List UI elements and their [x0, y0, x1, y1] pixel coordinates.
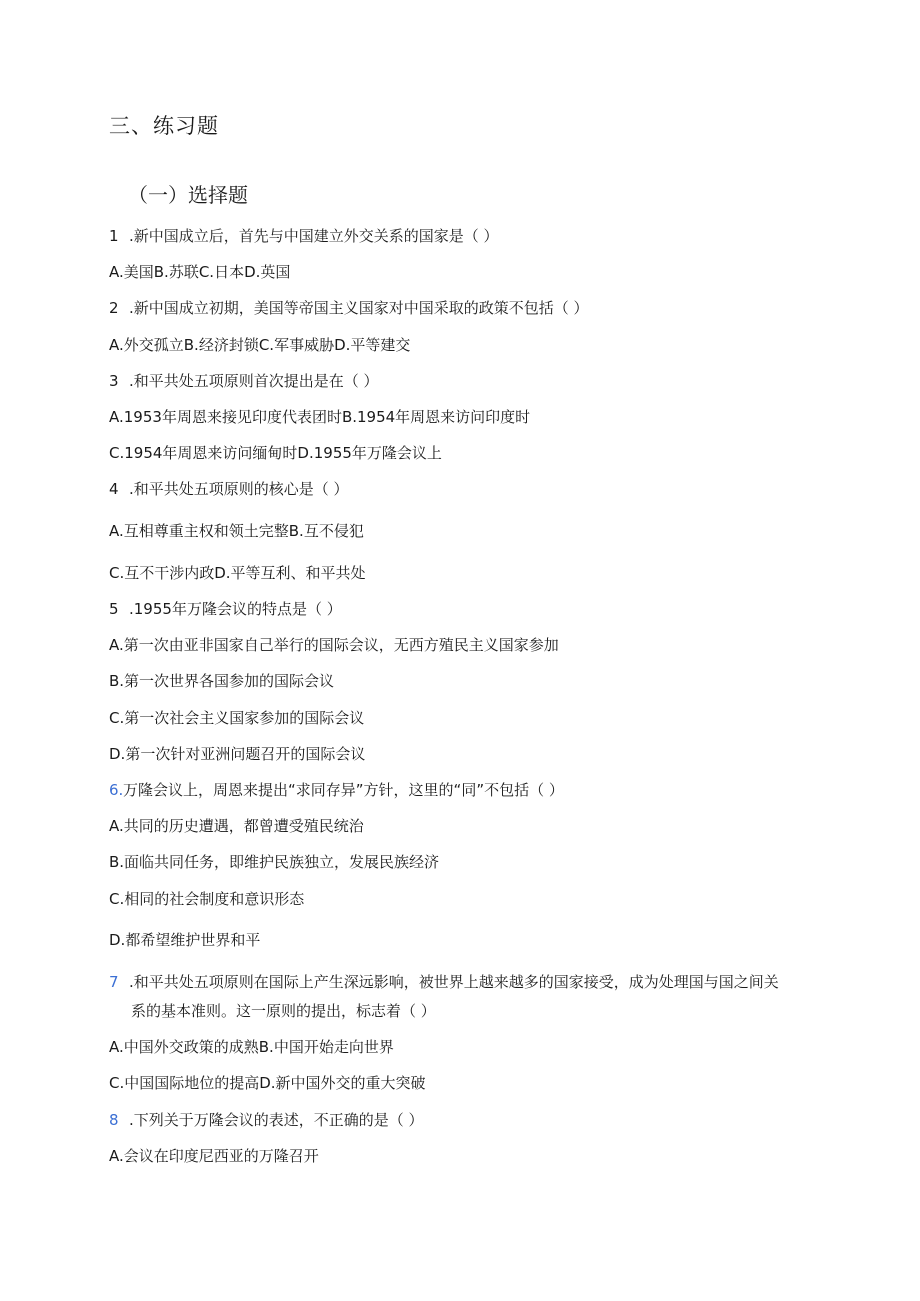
- question-8-option-a: A.会议在印度尼西亚的万隆召开: [109, 1147, 319, 1165]
- question-6-option-c: C.相同的社会制度和意识形态: [109, 890, 305, 908]
- question-1-options: A.美国B.苏联C.日本D.英国: [109, 263, 291, 281]
- question-3: [109, 371, 379, 391]
- question-8: [109, 1110, 424, 1130]
- question-6-option-d: D.都希望维护世界和平: [109, 931, 261, 949]
- question-6: [109, 780, 564, 800]
- question-1: [109, 226, 499, 246]
- question-6-option-b: B.面临共同任务，即维护民族独立，发展民族经济: [109, 853, 440, 871]
- question-5-option-c: C.第一次社会主义国家参加的国际会议: [109, 709, 365, 727]
- question-3-options-cd: C.1954年周恩来访问缅甸时D.1955年万隆会议上: [109, 444, 442, 462]
- question-7-continuation: 系的基本准则。这一原则的提出，标志着（ ）: [131, 1002, 436, 1020]
- subsection-title: （一）选择题: [128, 183, 248, 207]
- question-4-options-cd: C.互不干涉内政D.平等互利、和平共处: [109, 564, 366, 582]
- question-3-options-ab: A.1953年周恩来接见印度代表团时B.1954年周恩来访问印度时: [109, 408, 531, 426]
- question-number: 2: [109, 299, 119, 317]
- question-text: .新中国成立初期，美国等帝国主义国家对中国采取的政策不包括（ ）: [129, 299, 589, 317]
- question-7-options-cd: C.中国国际地位的提高D.新中国外交的重大突破: [109, 1074, 426, 1092]
- question-text: 万隆会议上，周恩来提出“求同存异”方针，这里的“同”不包括（ ）: [123, 781, 564, 799]
- question-number: 5: [109, 600, 119, 618]
- question-text: .和平共处五项原则首次提出是在（ ）: [129, 372, 379, 390]
- question-number: 7: [109, 973, 119, 991]
- question-5-option-d: D.第一次针对亚洲问题召开的国际会议: [109, 745, 366, 763]
- question-7-options-ab: A.中国外交政策的成熟B.中国开始走向世界: [109, 1038, 394, 1056]
- question-number: 6.: [109, 781, 124, 799]
- question-5: [109, 599, 342, 619]
- question-6-option-a: A.共同的历史遭遇，都曾遭受殖民统治: [109, 817, 364, 835]
- question-text: .和平共处五项原则的核心是（ ）: [129, 480, 349, 498]
- question-number: 1: [109, 227, 119, 245]
- question-4: [109, 479, 349, 499]
- question-text: .1955年万隆会议的特点是（ ）: [129, 600, 342, 618]
- question-text: .新中国成立后，首先与中国建立外交关系的国家是（ ）: [129, 227, 499, 245]
- question-2-options: A.外交孤立B.经济封锁C.军事威胁D.平等建交: [109, 336, 411, 354]
- question-2: [109, 298, 589, 318]
- question-5-option-b: B.第一次世界各国参加的国际会议: [109, 672, 335, 690]
- question-5-option-a: A.第一次由亚非国家自己举行的国际会议，无西方殖民主义国家参加: [109, 636, 559, 654]
- question-text: .和平共处五项原则在国际上产生深远影响，被世界上越来越多的国家接受，成为处理国与国之间关: [129, 973, 779, 991]
- question-number: 3: [109, 372, 119, 390]
- question-4-options-ab: A.互相尊重主权和领土完整B.互不侵犯: [109, 522, 364, 540]
- question-text: .下列关于万隆会议的表述，不正确的是（ ）: [129, 1111, 424, 1129]
- section-title: 三、练习题: [109, 114, 219, 138]
- question-7: [109, 972, 779, 992]
- question-number: 4: [109, 480, 119, 498]
- question-number: 8: [109, 1111, 119, 1129]
